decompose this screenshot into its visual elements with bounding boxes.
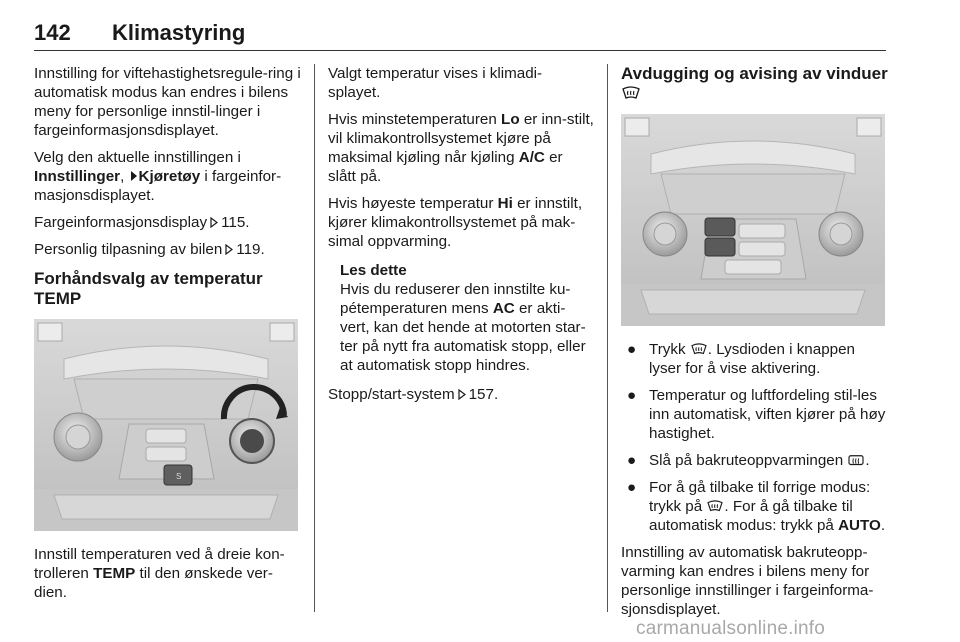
display-value: Hi xyxy=(497,195,513,212)
page-ref[interactable]: 119. xyxy=(236,241,265,258)
link-text[interactable]: Fargeinformasjonsdisplay xyxy=(34,214,208,231)
paragraph xyxy=(34,240,302,259)
paragraph: Valgt temperatur vises i klimadi-splayet. xyxy=(328,65,543,101)
text: Slå på bakruteoppvarmingen xyxy=(649,452,848,469)
heading-text: Avdugging og avising av vinduer xyxy=(621,64,888,83)
windscreen-defrost-icon xyxy=(690,343,708,357)
list-item xyxy=(621,478,889,535)
column-3 xyxy=(621,64,889,627)
bullet-icon: ● xyxy=(627,387,637,404)
list-item xyxy=(621,340,889,378)
text: er slått på. xyxy=(328,149,563,185)
link-text[interactable]: Personlig tilpasning av bilen xyxy=(34,241,223,258)
text: Trykk xyxy=(649,341,690,358)
column-1 xyxy=(34,64,302,610)
rear-window-heating-icon xyxy=(847,454,865,468)
column-2 xyxy=(328,64,594,412)
note-title: Les dette xyxy=(340,262,407,279)
page-number: 142 xyxy=(34,20,71,45)
text: , xyxy=(120,168,129,185)
note-text xyxy=(340,280,594,375)
windscreen-defrost-icon xyxy=(706,500,724,514)
bullet-list xyxy=(621,340,889,535)
paragraph xyxy=(328,110,594,186)
arrow-right-icon xyxy=(131,171,137,181)
control-name: TEMP xyxy=(93,565,136,582)
section-heading xyxy=(621,64,889,104)
control-name: A/C xyxy=(518,149,545,166)
text: Hvis du reduserer den innstilte ku-pétemperaturen mens xyxy=(340,281,571,317)
column-divider xyxy=(607,64,608,612)
page-header xyxy=(34,14,886,51)
text: er innstilt, kjører klimakontrollsystemet på mak-simal oppvarming. xyxy=(328,195,583,250)
text: Hvis minstetemperaturen xyxy=(328,111,502,128)
text: Velg den aktuelle innstillingen i xyxy=(34,149,241,166)
bullet-icon: ● xyxy=(627,479,637,496)
text: For å gå tilbake til forrige modus: trykk på xyxy=(649,479,871,515)
watermark: carmanualsonline.info xyxy=(636,618,826,639)
text: . For å gå tilbake til automatisk modus: trykk på xyxy=(649,498,853,534)
windscreen-defrost-icon xyxy=(621,86,641,102)
column-divider xyxy=(314,64,315,612)
text: er inn-stilt, vil klimakontrollsystemet kjøre på maksimal kjøling når kjøling xyxy=(328,111,594,166)
paragraph xyxy=(34,545,302,602)
svg-text:S: S xyxy=(176,472,182,481)
paragraph xyxy=(328,194,594,251)
text: Innstill temperaturen ved å dreie kon-trolleren xyxy=(34,546,285,582)
display-value: Lo xyxy=(501,111,520,128)
menu-item-name: Kjøretøy xyxy=(138,168,201,185)
page-title: Klimastyring xyxy=(112,20,246,45)
bullet-icon: ● xyxy=(627,341,637,358)
bullet-icon: ● xyxy=(627,452,637,469)
page-ref-icon xyxy=(458,389,466,400)
temp-controller-image xyxy=(34,319,298,531)
paragraph xyxy=(34,148,302,205)
text: . Lysdioden i knappen lyser for å vise aktivering. xyxy=(649,341,855,377)
text: . xyxy=(865,452,870,469)
paragraph xyxy=(34,213,302,232)
page-ref-icon xyxy=(210,217,218,228)
control-name: AC xyxy=(492,300,515,317)
text: i fargeinfor-masjonsdisplayet. xyxy=(34,168,282,204)
menu-item-name: Innstillinger xyxy=(34,168,121,185)
text: er akti-vert, kan det hende at motorten star-ter på nytt fra automatisk stopp, eller at automatisk stopp hindres. xyxy=(340,300,586,374)
note-box xyxy=(328,261,594,375)
text: . xyxy=(880,517,886,534)
text: til den ønskede ver-dien. xyxy=(34,565,273,601)
paragraph: Innstilling av automatisk bakruteopp-varming kan endres i bilens meny for personlige innstillinger i fargeinforma-sjonsdisplayet. xyxy=(621,544,874,618)
page-ref[interactable]: 157. xyxy=(468,386,499,403)
defrost-button-image xyxy=(621,114,885,326)
text: Hvis høyeste temperatur xyxy=(328,195,498,212)
paragraph xyxy=(328,385,594,404)
text: Temperatur og luftfordeling stil-les inn automatisk, viften kjører på høy hastighet. xyxy=(649,387,886,442)
control-name: AUTO xyxy=(838,517,881,534)
list-item xyxy=(621,386,889,443)
list-item xyxy=(621,451,889,470)
section-heading: Forhåndsvalg av temperatur TEMP xyxy=(34,269,263,308)
link-text[interactable]: Stopp/start-system xyxy=(328,386,455,403)
paragraph: Innstilling for viftehastighetsregule-ring i automatisk modus kan endres i bilens meny for personlige innstil-linger i fargeinformasjonsdisplayet. xyxy=(34,65,301,139)
page-ref[interactable]: 115. xyxy=(221,214,250,231)
page-ref-icon xyxy=(225,244,233,255)
